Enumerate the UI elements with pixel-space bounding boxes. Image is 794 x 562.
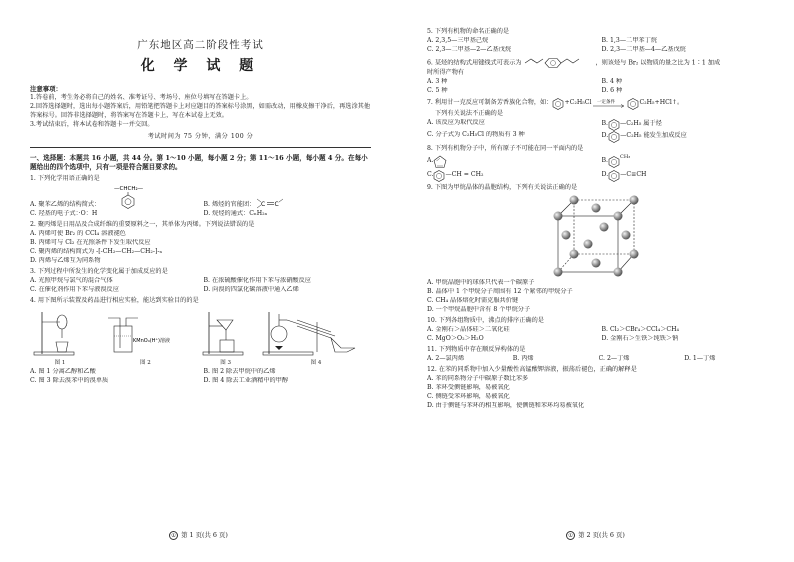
benzene-icon xyxy=(608,170,620,182)
option-a: A. 光照甲烷与氯气的混合气体 xyxy=(30,276,113,284)
option-a: A. 金刚石＞晶体硅＞二氧化硅 xyxy=(427,325,510,333)
option-a: A. 该反应为取代反应 xyxy=(427,118,485,126)
option-b: B. CH₃ xyxy=(602,154,771,170)
page-number-mark: ① xyxy=(169,531,178,540)
figure-3 xyxy=(201,308,251,368)
question-1 xyxy=(30,175,371,219)
crystal-cell-figure xyxy=(427,194,770,278)
question-stem: 4. 用下图所示装置及药品进行相应实验，能达到实验目的的是 xyxy=(30,296,199,304)
option-c: C. 侧链受苯环影响，易被氧化 xyxy=(427,392,510,400)
option-d: D. 烷烃的通式：CₙH₂ₙ xyxy=(203,209,268,217)
options xyxy=(427,37,770,55)
options xyxy=(427,119,770,143)
catalyst-label: 一定条件 xyxy=(597,99,616,105)
benzene-icon xyxy=(552,98,564,110)
options xyxy=(30,368,371,386)
option-b: B. —C₂H₅ 属于烃 xyxy=(602,119,771,131)
reaction-arrow-icon xyxy=(591,98,627,110)
options xyxy=(30,277,371,295)
option-a: A. 图 1 分离乙醇和乙酸 xyxy=(30,367,96,375)
time-info: 考试时间为 75 分钟，满分 100 分 xyxy=(147,132,254,140)
figure-label: 图 4 xyxy=(310,359,322,366)
option-c: C. 2—丁烯 xyxy=(598,354,630,362)
question-stem: 1. 下列化学用语正确的是 xyxy=(30,174,100,182)
gas-wash-bottle-diagram xyxy=(100,308,190,356)
question-stem: 3. 下列过程中所发生的化学变化属于加成反应的是 xyxy=(30,267,168,275)
option-d: D. 1—丁烯 xyxy=(684,354,716,362)
options xyxy=(30,230,371,266)
option-b: B. 丙烯可与 Cl₂ 在光照条件下发生取代反应 xyxy=(30,238,151,246)
question-12 xyxy=(427,366,770,411)
figure-1 xyxy=(30,308,90,368)
options xyxy=(427,154,770,182)
page-number-mark: ① xyxy=(566,531,575,540)
option-d: D. 2,3—二甲基—4—乙基戊烷 xyxy=(601,45,686,53)
benzene-icon xyxy=(627,98,639,110)
distillation-diagram xyxy=(261,308,371,356)
question-stem: 7. 利用甘一克反应可制备芳香族化合物，如： xyxy=(427,99,553,107)
option-c: C. 图 3 除去溴苯中的溴单质 xyxy=(30,376,109,384)
option-a: A. 聚苯乙烯的结构简式： —CHCH₂— xyxy=(30,184,198,210)
option-b: B. Cl₂＞CBr₄＞CCl₄＞CH₄ xyxy=(601,325,679,333)
methane-unit-cell-diagram xyxy=(544,194,654,278)
options xyxy=(427,355,770,364)
option-b: B. 丙烯 xyxy=(512,354,534,362)
notice-item: 2.回答选择题时，选出每小题答案后，用铅笔把答题卡上对应题目的答案标号涂黑，如需改动，用橡皮擦干净后，再选涂其他答案标号。回答非选择题时，将答案写在答题卡上，写在本试卷上无效。 xyxy=(30,102,371,119)
svg-text:C: C xyxy=(261,200,266,208)
option-c: C. 羟基的电子式：·Ö：H xyxy=(30,209,98,217)
page-footer xyxy=(0,531,397,540)
options xyxy=(427,375,770,411)
option-a: A. 2—氯丙烯 xyxy=(427,354,465,362)
question-stem: 11. 下列物质中存在顺反异构体的是 xyxy=(427,345,526,353)
option-d: D. 向溴的四氯化碳溶液中通入乙烯 xyxy=(203,285,299,293)
options xyxy=(30,184,371,219)
option-b: B. 晶体中 1 个甲烷分子周围有 12 个紧邻的甲烷分子 xyxy=(427,287,573,295)
option-a: A. 甲烷晶胞中的球体只代表一个碳原子 xyxy=(427,278,535,286)
question-stem: 9. 下图为甲烷晶体的晶胞结构，下列有关说法正确的是 xyxy=(427,183,578,191)
options xyxy=(427,326,770,344)
question-6: 6. 某烃的结构式用键线式可表示为 ，则该烃与 Br₂ 以物质的量之比为 1∶1 加成 时所得产物有 A. 3 种 B. 4 种 C. 5 种 D. 6 种 xyxy=(427,57,770,96)
option-c: C. 分子式为 C₂H₅Cl 的物质有 3 种 xyxy=(427,130,525,138)
polymer-label: —CHCH₂— xyxy=(114,185,144,192)
question-stem: 2. 聚丙烯是日用品及合成纤维的重要原料之一，其单体为丙烯。下列说法错误的是 xyxy=(30,220,255,228)
filtration-diagram xyxy=(201,308,251,356)
benzene-icon xyxy=(608,119,620,131)
question-stem: 6. 某烃的结构式用键线式可表示为 xyxy=(427,59,522,67)
options xyxy=(427,279,770,315)
option-a: A. 苯的同系物分子中碳原子数比苯多 xyxy=(427,374,529,382)
exam-page-2 xyxy=(397,0,794,562)
option-c: C. 5 种 xyxy=(427,86,448,94)
apparatus-figures xyxy=(30,308,371,368)
question-stem: 5. 下列有机物的命名正确的是 xyxy=(427,28,510,35)
page-footer xyxy=(397,531,794,540)
section-heading: 一、选择题：本题共 16 小题，共 44 分。第 1～10 小题，每小题 2 分；第 11～16 小题，每小题 4 分。在每小题给出的四个选项中，只有一项是符合题目要求的。 xyxy=(30,153,368,172)
page-footer-text: 第 2 页(共 6 页) xyxy=(578,530,625,539)
notice-item: 1.答卷前，考生务必将自己的姓名、准考证号、考场号、座位号填写在答题卡上。 xyxy=(30,93,253,101)
divider xyxy=(30,147,371,148)
question-stem: 12. 在苯的同系物中加入少量酸性高锰酸钾溶液，振荡后褪色，正确的解释是 xyxy=(427,365,637,373)
option-b: B. 在浓硫酸催化作用下苯与浓硝酸反应 xyxy=(203,276,311,284)
benzene-icon xyxy=(608,156,620,168)
notice-block xyxy=(30,85,371,130)
polystyrene-structure xyxy=(100,184,160,210)
svg-text:C: C xyxy=(274,200,279,208)
alkene-group xyxy=(255,196,285,210)
question-10 xyxy=(427,317,770,344)
option-d: D. —C₂H₅ 能发生加成反应 xyxy=(602,131,771,143)
option-d: D. —C≡CH xyxy=(602,170,771,182)
question-stem: 8. 下列有机物分子中，所有原子不可能在同一平面内的是 xyxy=(427,144,584,152)
option-b: B. 1,3—二甲苯丁烷 xyxy=(601,36,657,44)
figure-label: 图 2 xyxy=(139,359,151,366)
option-c: C. 聚丙烯的结构简式为 -[-CH₂—CH₂—CH₂-]-ₙ xyxy=(30,247,163,255)
options xyxy=(427,78,770,96)
figure-label: 图 3 xyxy=(220,359,232,366)
page-footer-text: 第 1 页(共 6 页) xyxy=(181,530,228,539)
cyclopentadiene-icon xyxy=(433,155,447,169)
figure-4 xyxy=(261,308,371,368)
option-c: C. MgO＞O₂＞H₂O xyxy=(427,334,484,342)
question-8 xyxy=(427,145,770,182)
option-d: D. 6 种 xyxy=(601,86,623,94)
figure-2 xyxy=(100,308,190,368)
exam-title: 广东地区高二阶段性考试 xyxy=(137,39,264,51)
skeletal-formula xyxy=(523,57,593,69)
question-7: 7. 利用甘一克反应可制备芳香族化合物，如： +C₂H₅Cl 一定条件 C₂H₅+HCl↑。 下列有关说法不正确的是 A. 该反应为取代反应 B. —C₂H₅ 属于烃 C. 分子式为 C₂H₅Cl 的物质有 3 种 D. —C₂H₅ 能发生加成反应 xyxy=(427,98,770,143)
figure-label: 图 1 xyxy=(54,359,66,366)
option-c: C. 在催化剂作用下苯与液溴反应 xyxy=(30,285,119,293)
question-stem: 10. 下列各组物质中，沸点的排序正确的是 xyxy=(427,316,544,324)
option-d: D. 一个甲烷晶胞中含有 8 个甲烷分子 xyxy=(427,305,531,313)
separatory-funnel-diagram xyxy=(30,308,90,356)
option-a: A. 3 种 xyxy=(427,77,448,85)
option-b: B. 4 种 xyxy=(601,77,623,85)
question-9 xyxy=(427,184,770,315)
benzene-icon xyxy=(608,131,620,143)
notice-item: 3.考试结束后，将本试卷和答题卡一并交回。 xyxy=(30,120,154,128)
option-d: D. 金刚石＞生铁＞纯铁＞钠 xyxy=(601,334,679,342)
kmno4-label: KMnO₄(H⁺)溶液 xyxy=(133,337,171,344)
question-11 xyxy=(427,346,770,364)
option-c: C. 2,3—二甲基—2—乙基戊烷 xyxy=(427,45,512,53)
exam-subtitle: 化 学 试 题 xyxy=(140,58,261,75)
option-d: D. 图 4 除去工业酒精中的甲醇 xyxy=(203,376,289,384)
question-3 xyxy=(30,268,371,295)
notice-heading: 注意事项： xyxy=(30,84,62,93)
option-c: C. CH₄ 晶体熔化时需克服共价键 xyxy=(427,296,519,304)
option-b: B. 图 2 除去甲烷中的乙烯 xyxy=(203,367,276,375)
question-4 xyxy=(30,297,371,386)
option-d: D. 由于侧链与苯环的相互影响，使侧链和苯环均易被氧化 xyxy=(427,401,585,409)
option-b: B. 烯烃的官能团： C C xyxy=(204,184,372,210)
option-a: A. 2,3,5—三甲基己烷 xyxy=(427,36,489,44)
question-5 xyxy=(427,28,770,55)
option-a: A. 丙烯可使 Br₂ 的 CCl₄ 溶液褪色 xyxy=(30,229,126,237)
option-a: A. xyxy=(427,154,596,170)
option-b: B. 苯环受侧链影响，易被氧化 xyxy=(427,383,510,391)
question-2 xyxy=(30,221,371,266)
option-c: C. —CH = CH₂ xyxy=(427,170,596,182)
option-d: D. 丙烯与乙烯互为同系物 xyxy=(30,256,101,264)
benzene-icon xyxy=(433,170,445,182)
